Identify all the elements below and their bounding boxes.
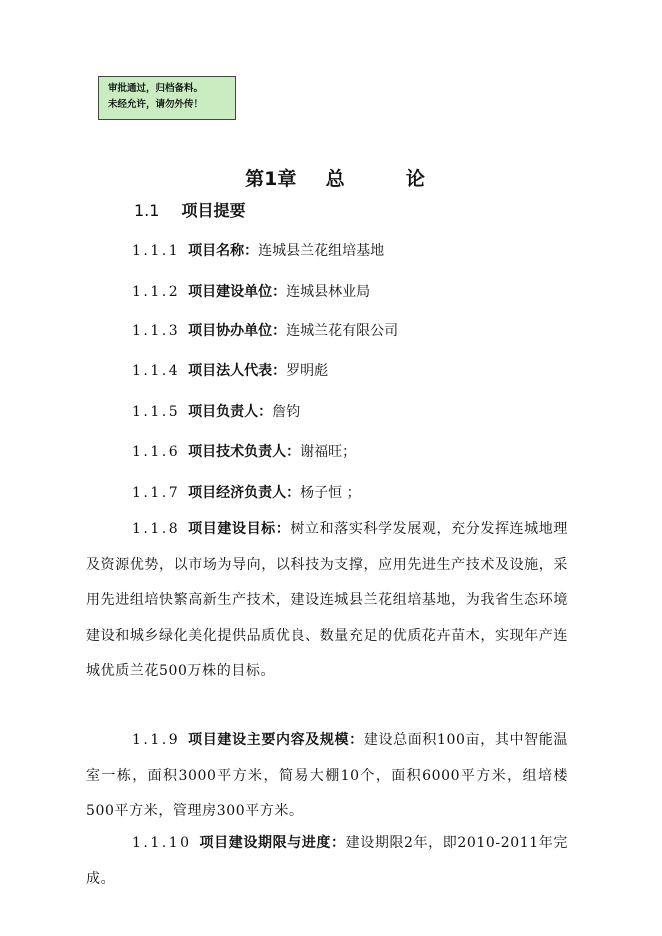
paragraph-schedule (86, 826, 568, 897)
item-number: 1.1.8 (132, 521, 181, 537)
item-value: 杨子恒 ； (300, 485, 361, 501)
chapter-title-char-1: 总 (325, 168, 345, 190)
item-label: 项目建设主要内容及规模： (188, 732, 364, 748)
item-value: 罗明彪 (286, 363, 329, 379)
paragraph-content-and-scale (86, 723, 568, 830)
item-number: 1.1.5 (132, 404, 181, 420)
item-number: 1.1.6 (132, 444, 181, 460)
item-number: 1.1.10 (132, 835, 192, 851)
item-number: 1.1.9 (132, 732, 181, 748)
stamp-line-1: 审批通过，归档备料。 (108, 83, 204, 94)
item-number: 1.1.7 (132, 485, 181, 501)
item-project-leader (132, 401, 300, 421)
approval-stamp (98, 76, 236, 120)
item-label: 项目法人代表： (188, 363, 287, 379)
item-label: 项目名称： (188, 243, 259, 259)
item-value: 连城兰花有限公司 (286, 323, 399, 339)
item-label: 项目建设单位： (188, 284, 287, 300)
paragraph-text: 树立和落实科学发展观，充分发挥连城地理及资源优势，以市场为导向，以科技为支撑，应用先进生产技术及设施，采用先进组培快繁高新生产技术，建设连城县兰花组培基地，为我省生态环境建设和城乡绿化美化提供品质优良、数量充足的优质花卉苗木，实现年产连城优质兰花500万株的目标。 (86, 521, 568, 679)
item-number: 1.1.2 (132, 284, 181, 300)
item-technical-leader (132, 441, 356, 461)
item-number: 1.1.4 (132, 363, 181, 379)
item-value: 詹钧 (272, 404, 301, 420)
item-number: 1.1.1 (132, 243, 181, 259)
section-number: 1.1 (134, 201, 160, 220)
item-label: 项目技术负责人： (188, 444, 301, 460)
chapter-title-char-2: 论 (405, 168, 425, 190)
item-construction-unit (132, 281, 370, 301)
paragraph-text: 建设期限2年，即2010-2011年完成。 (86, 835, 569, 887)
item-project-name (132, 240, 384, 260)
item-economic-leader (132, 482, 361, 502)
item-label: 项目经济负责人： (188, 485, 301, 501)
item-value: 连城县林业局 (286, 284, 371, 300)
item-value: 连城县兰花组培基地 (258, 243, 385, 259)
section-title: 项目提要 (181, 201, 246, 220)
item-label: 项目建设目标： (188, 521, 291, 537)
item-legal-representative (132, 360, 328, 380)
stamp-line-2: 未经允许，请勿外传！ (108, 99, 204, 110)
item-value: 谢福旺； (300, 444, 357, 460)
item-label: 项目负责人： (188, 404, 273, 420)
chapter-title (0, 164, 662, 191)
item-label: 项目建设期限与进度： (199, 835, 346, 851)
item-co-organizer (132, 320, 398, 340)
item-label: 项目协办单位： (188, 323, 287, 339)
paragraph-construction-goal (86, 512, 568, 690)
paragraph-text: 建设总面积100亩，其中智能温室一栋，面积3000平方米，简易大棚10个，面积6000平方米，组培楼500平方米，管理房300平方米。 (86, 732, 568, 819)
chapter-number: 第1章 (245, 168, 297, 190)
section-heading (134, 198, 245, 221)
item-number: 1.1.3 (132, 323, 181, 339)
